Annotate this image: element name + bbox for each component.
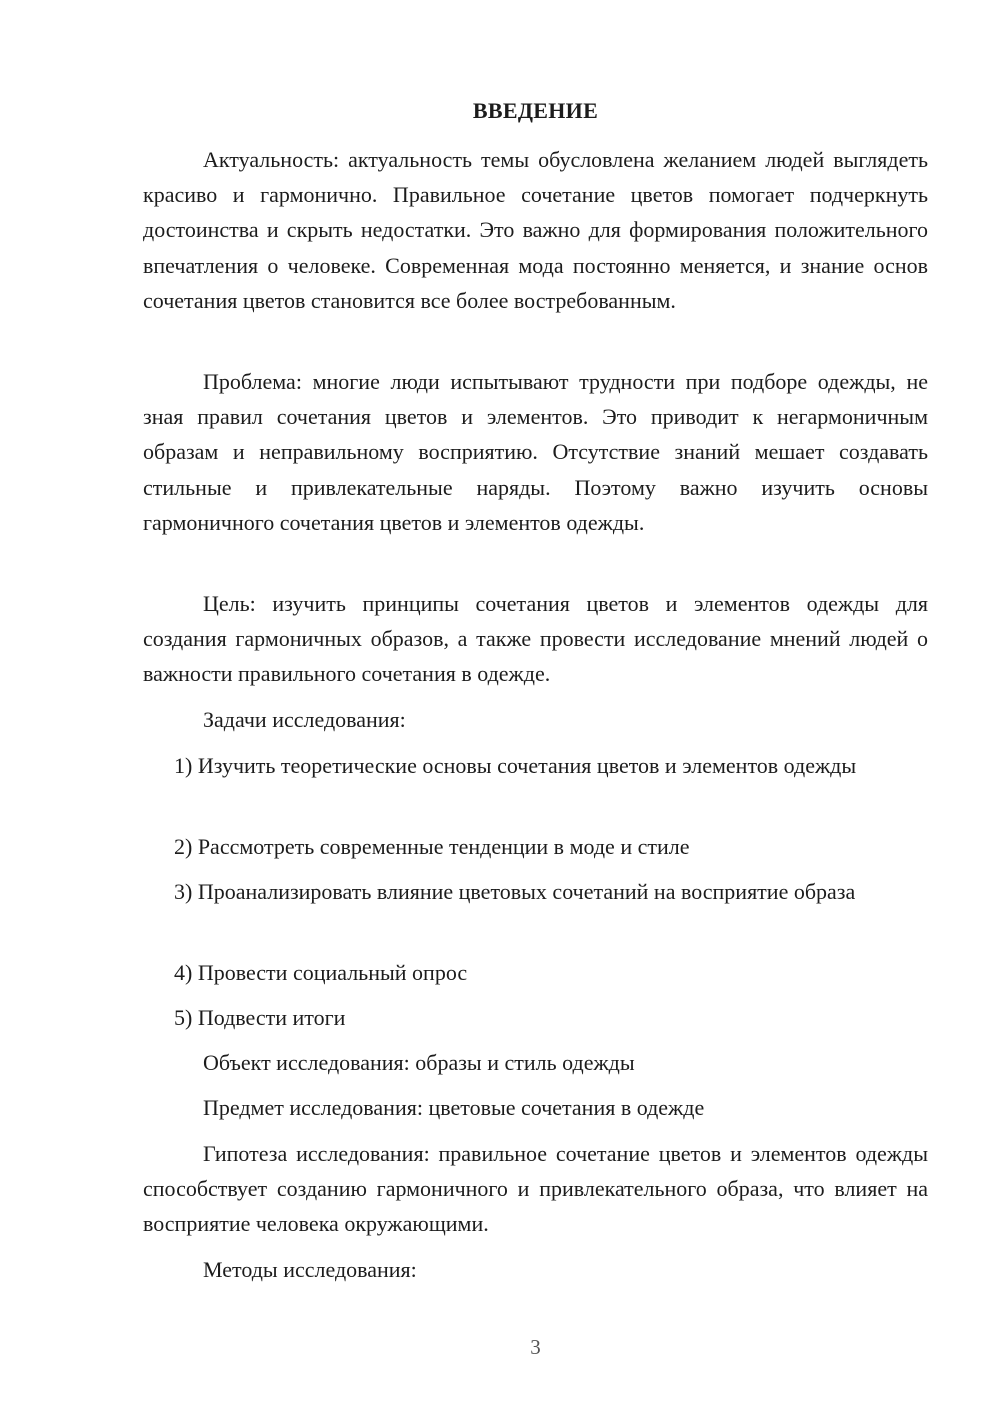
paragraph-object: Объект исследования: образы и стиль одежды <box>203 1050 635 1075</box>
task-item-2: 2) Рассмотреть современные тенденции в моде и стиле <box>174 834 690 859</box>
document-page <box>143 0 928 1414</box>
page-title: ВВЕДЕНИЕ <box>472 98 599 123</box>
paragraph-problem: Проблема: многие люди испытывают трудности при подборе одежды, не зная правил сочетания цветов и элементов. Это приводит к негармоничным образам и неправильному восприятию. Отсутствие знаний мешает создавать стильные и привлекательные наряды. Поэтому важно изучить основы гармоничного сочетания цветов и элементов одежды. <box>143 369 928 535</box>
paragraph-tasks-heading: Задачи исследования: <box>203 707 406 732</box>
page-number: 3 <box>530 1335 541 1359</box>
paragraph-goal: Цель: изучить принципы сочетания цветов и элементов одежды для создания гармоничных образов, а также провести исследование мнений людей о важности правильного сочетания в одежде. <box>143 591 928 687</box>
task-item-5: 5) Подвести итоги <box>174 1005 346 1030</box>
paragraph-relevance: Актуальность: актуальность темы обусловлена желанием людей выглядеть красиво и гармонично. Правильное сочетание цветов помогает подчеркнуть достоинства и скрыть недостатки. Это важно для формирования положительного впечатления о человеке. Современная мода постоянно меняется, и знание основ сочетания цветов становится все более востребованным. <box>143 147 928 313</box>
task-item-4: 4) Провести социальный опрос <box>174 960 468 985</box>
task-item-1: 1) Изучить теоретические основы сочетания цветов и элементов одежды <box>174 753 857 778</box>
paragraph-subject: Предмет исследования: цветовые сочетания в одежде <box>203 1095 705 1120</box>
paragraph-hypothesis: Гипотеза исследования: правильное сочетание цветов и элементов одежды способствует созданию гармоничного и привлекательного образа, что влияет на восприятие человека окружающими. <box>143 1141 928 1237</box>
paragraph-methods-heading: Методы исследования: <box>203 1257 417 1282</box>
task-item-3: 3) Проанализировать влияние цветовых сочетаний на восприятие образа <box>174 879 856 904</box>
